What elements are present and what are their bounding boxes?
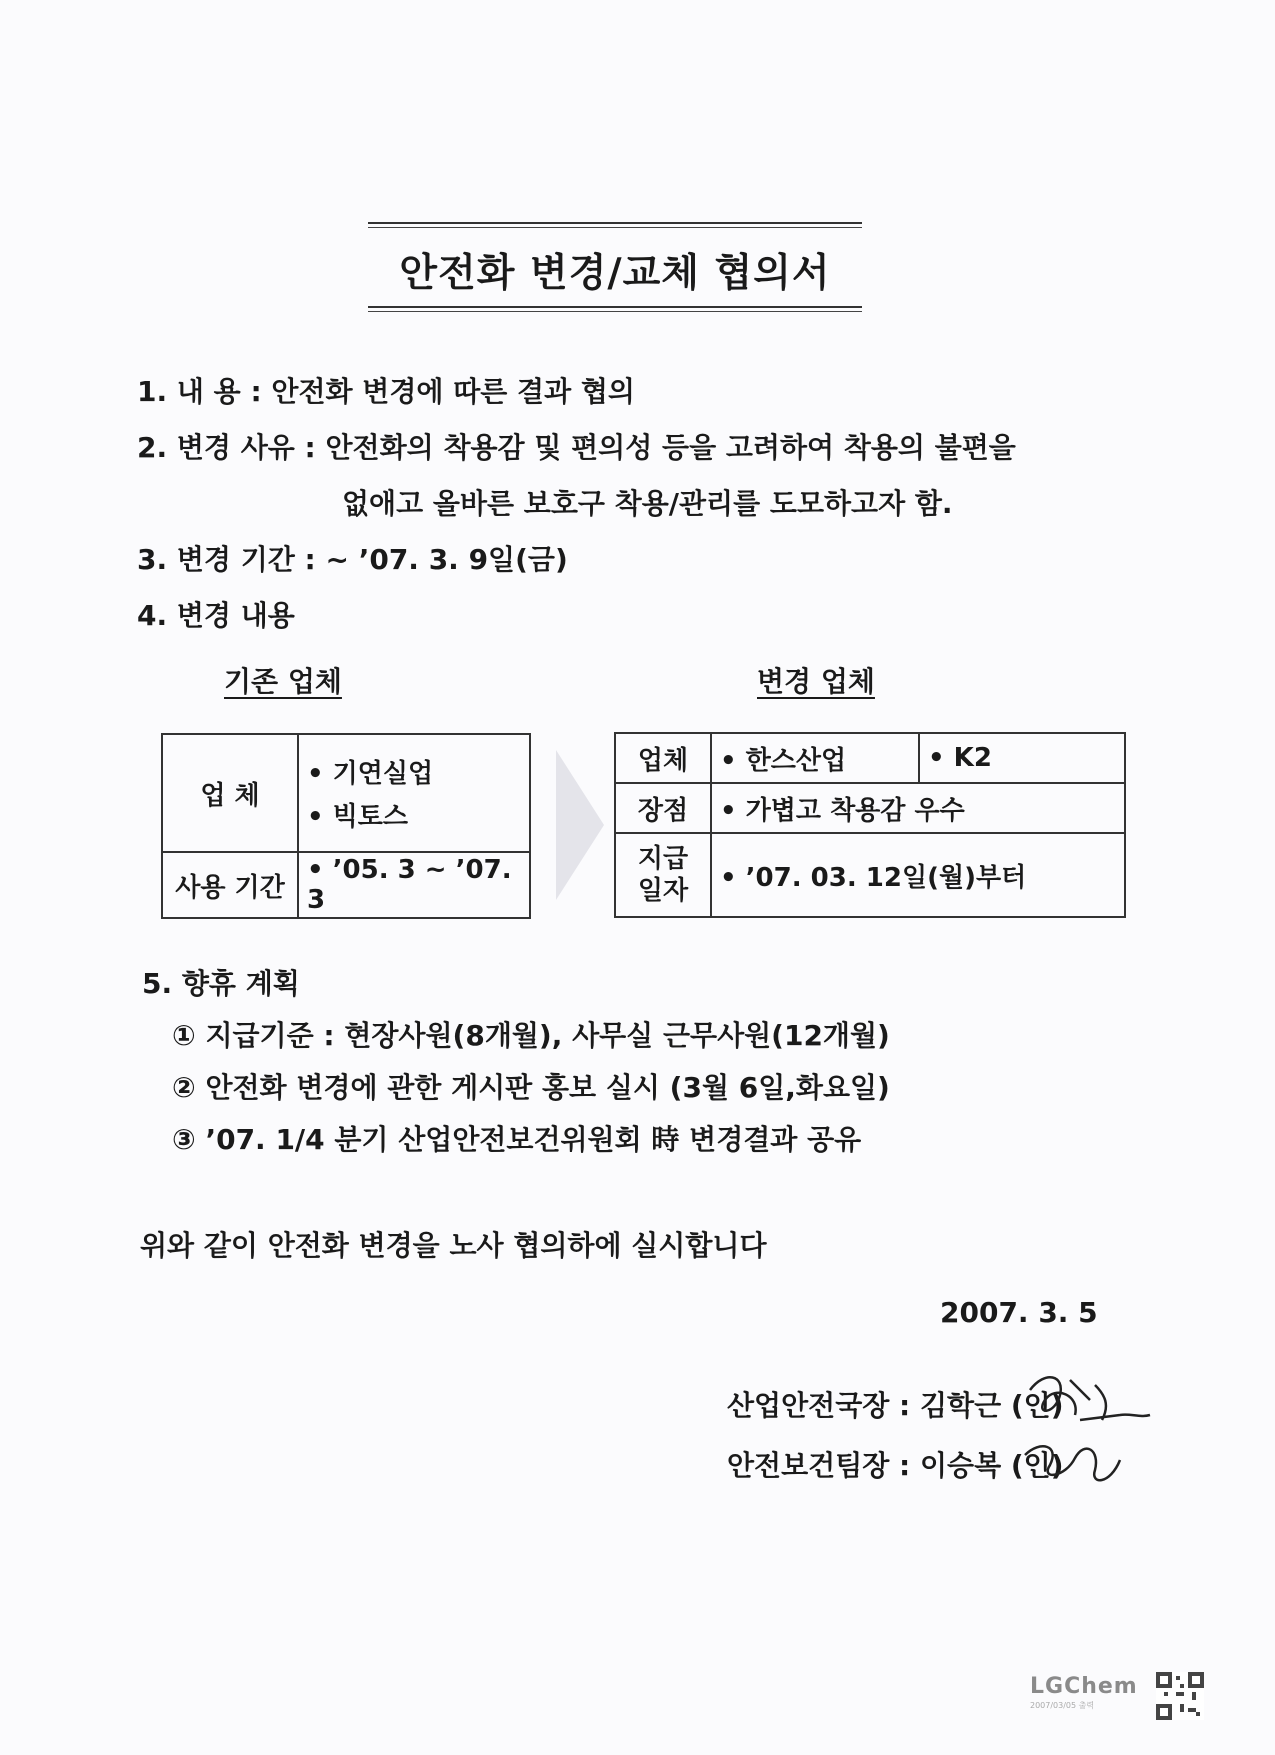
changed-vendor-table bbox=[614, 732, 1126, 918]
item-period: 3. 변경 기간 : ~ ’07. 3. 9일(금) bbox=[137, 543, 568, 576]
existing-vendor-table bbox=[161, 733, 531, 919]
item-content: 1. 내 용 : 안전화 변경에 따른 결과 협의 bbox=[137, 375, 635, 408]
plan-point: ③ ’07. 1/4 분기 산업안전보건위원회 時 변경결과 공유 bbox=[172, 1123, 862, 1156]
change-arrow-icon bbox=[556, 750, 604, 900]
signature-line-safety-team-lead: 안전보건팀장 : 이승복 (인) bbox=[727, 1449, 1064, 1482]
plan-heading: 5. 향휴 계획 bbox=[142, 967, 300, 1000]
document-date: 2007. 3. 5 bbox=[940, 1296, 1098, 1329]
existing-period-label: 사용 기간 bbox=[162, 852, 298, 918]
handwritten-signature-marks bbox=[1010, 1360, 1160, 1500]
document-title: 안전화 변경/교체 협의서 bbox=[399, 251, 831, 296]
item-change-details: 4. 변경 내용 bbox=[137, 599, 295, 632]
existing-vendor-list bbox=[298, 734, 530, 852]
changed-merit-value: • 가볍고 착용감 우수 bbox=[711, 783, 1125, 833]
changed-date-value: • ’07. 03. 12일(월)부터 bbox=[711, 833, 1125, 917]
changed-vendor-label: 업체 bbox=[615, 733, 711, 783]
plan-point: ② 안전화 변경에 관한 게시판 홍보 실시 (3월 6일,화요일) bbox=[172, 1071, 890, 1104]
print-stamp: 2007/03/05 출력 bbox=[1030, 1701, 1095, 1710]
closing-statement: 위와 같이 안전화 변경을 노사 협의하에 실시합니다 bbox=[140, 1229, 767, 1262]
title-rule-bottom-thin bbox=[368, 311, 862, 312]
item-reason-line1: 2. 변경 사유 : 안전화의 착용감 및 편의성 등을 고려하여 착용의 불편을 bbox=[137, 431, 1016, 464]
changed-date-label bbox=[615, 833, 711, 917]
existing-vendor-item: • 빅토스 bbox=[307, 802, 409, 832]
qr-code-icon bbox=[1156, 1672, 1204, 1720]
changed-vendor-b: • K2 bbox=[919, 733, 1125, 783]
existing-vendor-heading: 기존 업체 bbox=[224, 665, 342, 698]
signature-line-safety-director: 산업안전국장 : 김학근 (인) bbox=[727, 1389, 1064, 1422]
existing-vendor-label: 업 체 bbox=[162, 734, 298, 852]
changed-date-label-line1: 지급 bbox=[637, 843, 689, 874]
title-rule-bottom bbox=[368, 306, 862, 308]
changed-date-label-line2: 일자 bbox=[637, 876, 689, 906]
item-reason-line2: 없애고 올바른 보호구 착용/관리를 도모하고자 함. bbox=[342, 487, 953, 520]
title-rule-top bbox=[368, 222, 862, 224]
changed-vendor-heading: 변경 업체 bbox=[757, 665, 875, 698]
changed-merit-label: 장점 bbox=[615, 783, 711, 833]
existing-period-value: • ’05. 3 ~ ’07. 3 bbox=[298, 852, 530, 918]
title-rule-top-thin bbox=[368, 227, 862, 228]
lgchem-logo: LGChem bbox=[1030, 1674, 1138, 1699]
changed-vendor-a: • 한스산업 bbox=[711, 733, 919, 783]
plan-point: ① 지급기준 : 현장사원(8개월), 사무실 근무사원(12개월) bbox=[172, 1019, 890, 1052]
existing-vendor-item: • 기연실업 bbox=[307, 759, 434, 789]
